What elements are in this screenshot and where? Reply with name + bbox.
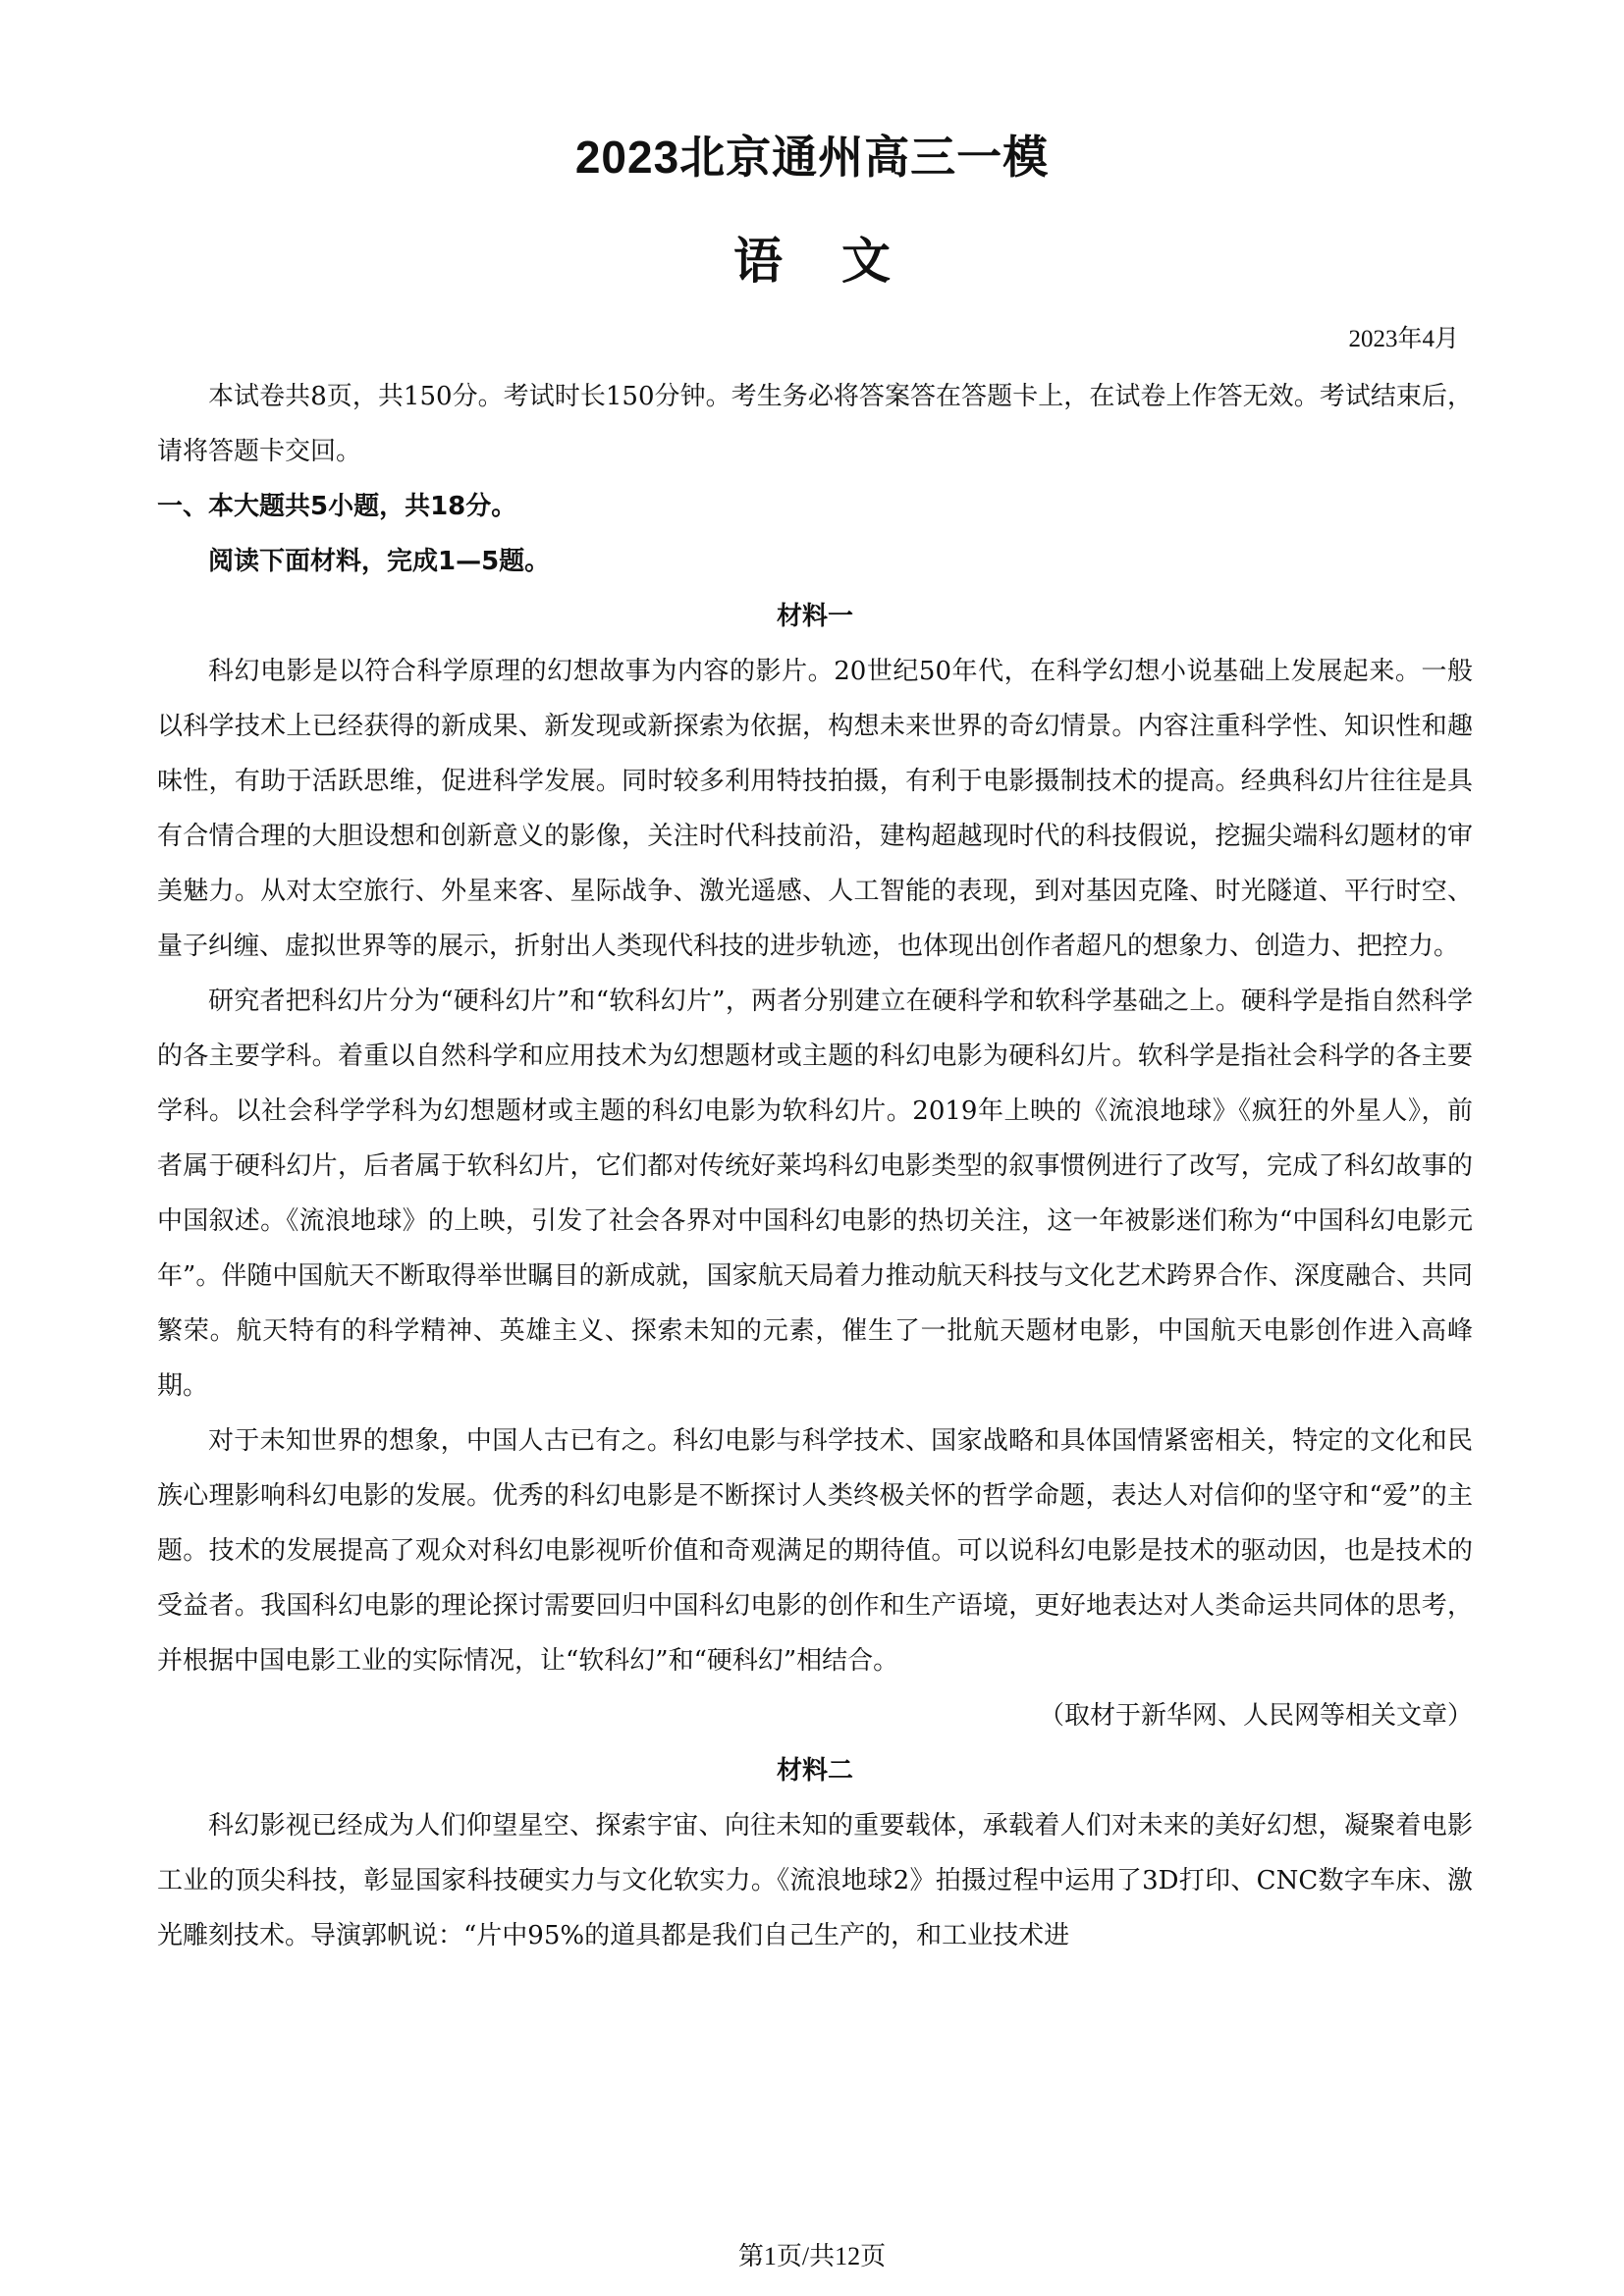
- subject-title: 语文: [733, 234, 949, 289]
- section-heading: 一、本大题共5小题，共18分。: [157, 492, 517, 521]
- exam-date: 2023年4月: [1348, 326, 1459, 352]
- exam-intro: 本试卷共8页，共150分。考试时长150分钟。考生务必将答案答在答题卡上，在试卷上作答无效。考试结束后，请将答题卡交回。: [157, 382, 1473, 466]
- material-2-title: 材料二: [776, 1756, 853, 1786]
- material-1-source: （取材于新华网、人民网等相关文章）: [1038, 1701, 1473, 1731]
- material-1-title: 材料一: [776, 602, 853, 631]
- material-2-paragraph: 科幻影视已经成为人们仰望星空、探索宇宙、向往未知的重要载体，承载着人们对未来的美好幻想，凝聚着电影工业的顶尖科技，彰显国家科技硬实力与文化软实力。《流浪地球2》拍摄过程中运用了3D打印、CNC数字车床、激光雕刻技术。导演郭帆说：“片中95%的道具都是我们自己生产的，和工业技术进: [157, 1811, 1473, 1950]
- material-1-paragraph: 对于未知世界的想象，中国人古已有之。科幻电影与科学技术、国家战略和具体国情紧密相关，特定的文化和民族心理影响科幻电影的发展。优秀的科幻电影是不断探讨人类终极关怀的哲学命题，表达人对信仰的坚守和“爱”的主题。技术的发展提高了观众对科幻电影视听价值和奇观满足的期待值。可以说科幻电影是技术的驱动因，也是技术的受益者。我国科幻电影的理论探讨需要回归中国科幻电影的创作和生产语境，更好地表达对人类命运共同体的思考，并根据中国电影工业的实际情况，让“软科幻”和“硬科幻”相结合。: [157, 1426, 1473, 1676]
- page-number: 第1页/共12页: [737, 2242, 887, 2270]
- material-1-paragraph: 科幻电影是以符合科学原理的幻想故事为内容的影片。20世纪50年代，在科学幻想小说基础上发展起来。一般以科学技术上已经获得的新成果、新发现或新探索为依据，构想未来世界的奇幻情景。内容注重科学性、知识性和趣味性，有助于活跃思维，促进科学发展。同时较多利用特技拍摄，有利于电影摄制技术的提高。经典科幻片往往是具有合情合理的大胆设想和创新意义的影像，关注时代科技前沿，建构超越现时代的科技假说，挖掘尖端科幻题材的审美魅力。从对太空旅行、外星来客、星际战争、激光遥感、人工智能的表现，到对基因克隆、时光隧道、平行时空、量子纠缠、虚拟世界等的展示，折射出人类现代科技的进步轨迹，也体现出创作者超凡的想象力、创造力、把控力。: [157, 657, 1473, 961]
- section-instruction: 阅读下面材料，完成1—5题。: [208, 547, 551, 576]
- document-body: [157, 369, 1473, 1963]
- exam-title: 2023北京通州高三一模: [574, 132, 1050, 183]
- material-1-paragraph: 研究者把科幻片分为“硬科幻片”和“软科幻片”，两者分别建立在硬科学和软科学基础之上。硬科学是指自然科学的各主要学科。着重以自然科学和应用技术为幻想题材或主题的科幻电影为硬科幻片。软科学是指社会科学的各主要学科。以社会科学学科为幻想题材或主题的科幻电影为软科幻片。2019年上映的《流浪地球》《疯狂的外星人》，前者属于硬科幻片，后者属于软科幻片，它们都对传统好莱坞科幻电影类型的叙事惯例进行了改写，完成了科幻故事的中国叙述。《流浪地球》的上映，引发了社会各界对中国科幻电影的热切关注，这一年被影迷们称为“中国科幻电影元年”。伴随中国航天不断取得举世瞩目的新成就，国家航天局着力推动航天科技与文化艺术跨界合作、深度融合、共同繁荣。航天特有的科学精神、英雄主义、探索未知的元素，催生了一批航天题材电影，中国航天电影创作进入高峰期。: [157, 987, 1473, 1401]
